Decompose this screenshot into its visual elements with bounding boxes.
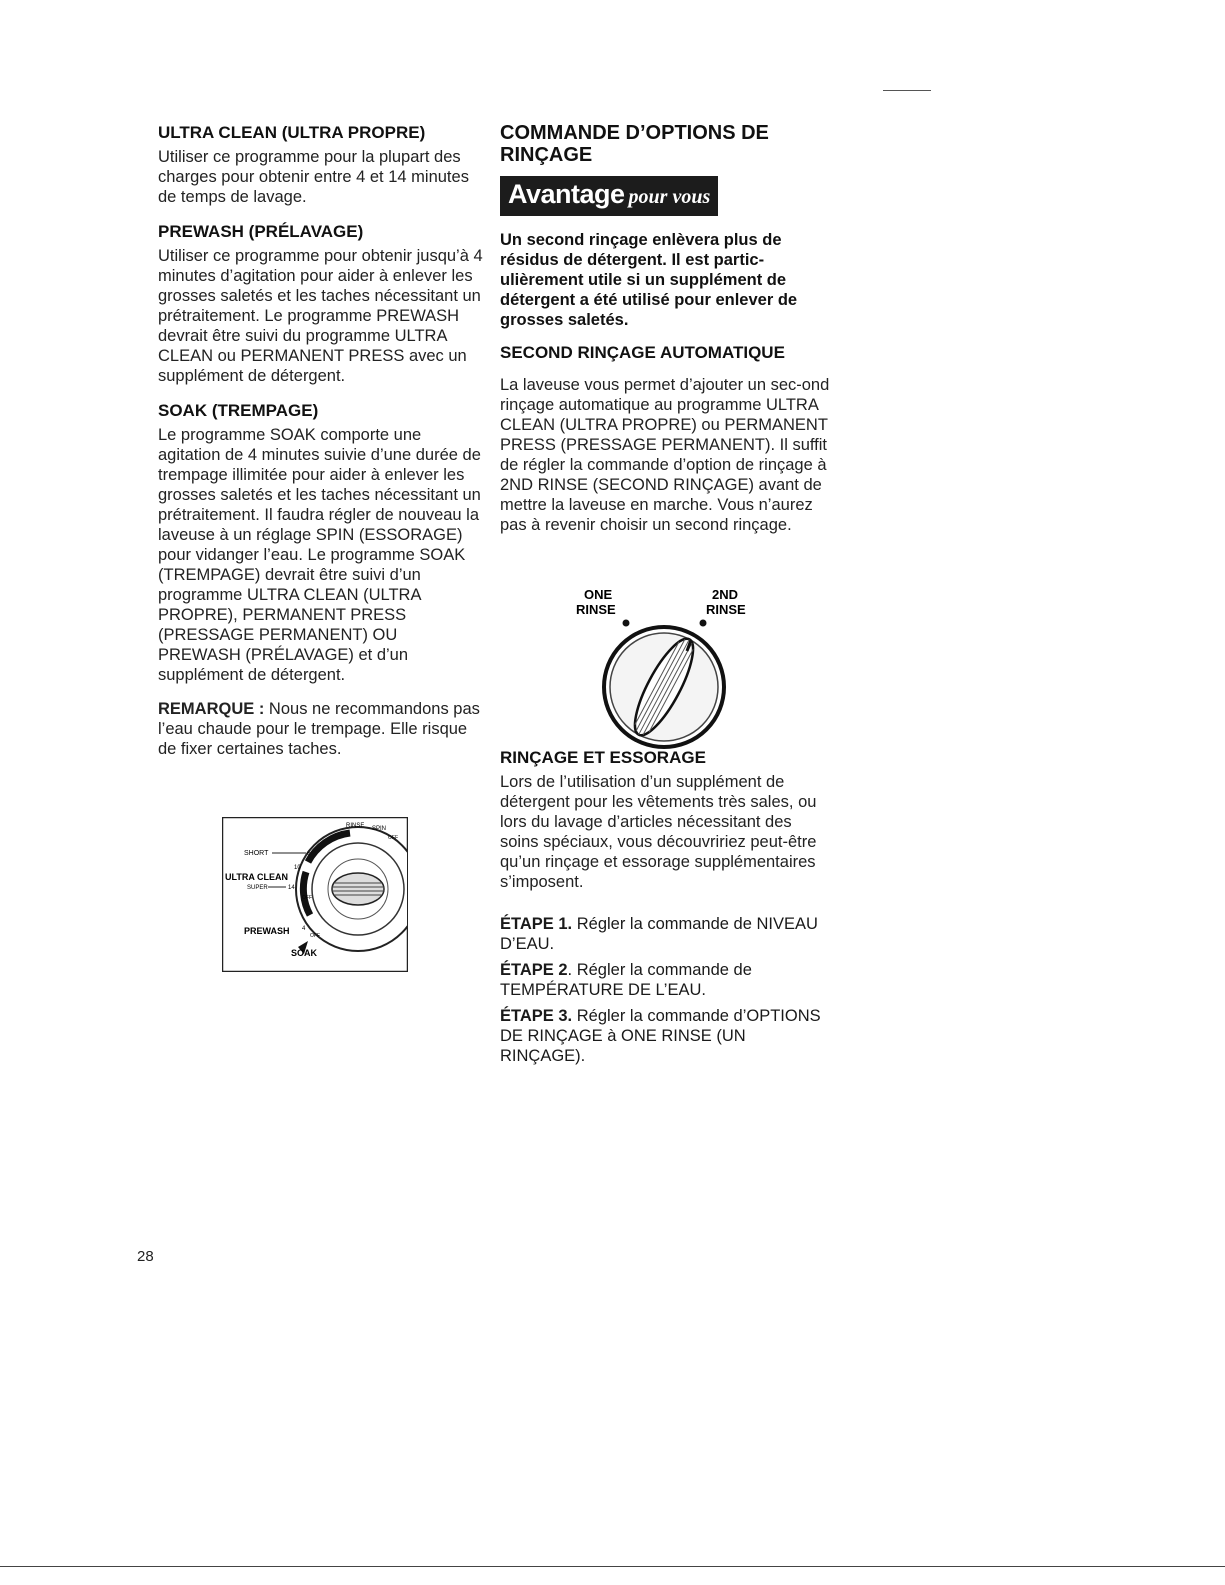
indicator-dot-2nd <box>700 620 707 627</box>
para-ultra-clean: Utiliser ce programme pour la plupart des charges pour obtenir entre 4 et 14 minutes de temps de lavage. <box>158 148 469 206</box>
page-number: 28 <box>137 1248 154 1265</box>
label-short: SHORT <box>244 850 269 857</box>
bottom-rule <box>0 1566 1225 1567</box>
label-6: 6 <box>307 851 311 857</box>
avantage-badge <box>500 176 718 216</box>
heading-ultra-clean: ULTRA CLEAN (ULTRA PROPRE) <box>158 123 426 142</box>
left-column <box>158 122 483 773</box>
label-10: 10 <box>294 865 301 871</box>
section-title <box>500 122 830 166</box>
para-rinse-spin: Lors de l’utilisation d’un supplément de détergent pour les vêtements très sales, ou lors du lavage d’articles nécessitant des soins spéciaux, vous découvririez peut-être qu’un rinçage et essorage supplémentaires s’imposent. <box>500 773 817 891</box>
cycle-dial-figure <box>222 817 408 972</box>
label-rinse-1: RINSE <box>576 602 616 617</box>
bold-intro: Un second rinçage enlèvera plus de résidus de détergent. Il est partic-ulièrement utile si un supplément de détergent a été utilisé pour enlever de grosses saletés. <box>500 231 798 329</box>
label-4: 4 <box>302 926 306 932</box>
title-line-2: RINÇAGE <box>500 144 593 166</box>
label-prewash: PREWASH <box>244 926 290 936</box>
indicator-dot-one <box>623 620 630 627</box>
heading-rinse-spin: RINÇAGE ET ESSORAGE <box>500 748 706 767</box>
label-14: 14 <box>288 885 295 891</box>
label-off-bottom: OFF <box>310 933 320 939</box>
label-rinse: RINSE <box>346 823 365 829</box>
step-3-label: ÉTAPE 3. <box>500 1007 573 1025</box>
note-text: Nous ne recommandons pas l’eau chaude pour le trempage. Elle risque de fixer certaines taches. <box>158 700 480 758</box>
step-3-text: Régler la commande d’OPTIONS DE RINÇAGE à ONE RINSE (UN RINÇAGE). <box>500 1007 821 1065</box>
label-2nd: 2ND <box>712 587 739 602</box>
heading-soak: SOAK (TREMPAGE) <box>158 401 319 420</box>
para-soak: Le programme SOAK comporte une agitation de 4 minutes suivie d’une durée de trempage illimitée pour aider à enlever les grosses saletés et les taches nécessitant un prétraitement. Il faudra régler de nouveau la laveuse à un réglage SPIN (ESSORAGE) pour vidanger l’eau. Le programme SOAK (TREMPAGE) devrait être suivi d’un programme ULTRA CLEAN (ULTRA PROPRE), PERMANENT PRESS (PRESSAGE PERMANENT) OU PREWASH (PRÉLAVAGE) et d’un supplément de détergent. <box>158 426 481 684</box>
note-label: REMARQUE : <box>158 700 265 718</box>
label-soak: SOAK <box>291 948 318 958</box>
label-rinse-2: RINSE <box>706 602 746 617</box>
title-line-1: COMMANDE D’OPTIONS DE <box>500 122 769 144</box>
badge-main: Avantage <box>508 179 625 209</box>
para-second-rinse: La laveuse vous permet d’ajouter un sec-ond rinçage automatique au programme ULTRA CLEAN (ULTRA PROPRE) ou PERMANENT PRESS (PRESSAGE PERMANENT). Il suffit de régler la commande d’option de rinçage à 2ND RINSE (SECOND RINÇAGE) avant de mettre la laveuse en marche. Vous n’aurez pas à revenir choisir un second rinçage. <box>500 376 830 534</box>
label-super: SUPER <box>247 885 268 891</box>
heading-second-rinse: SECOND RINÇAGE AUTOMATIQUE <box>500 343 785 362</box>
step-2 <box>500 960 830 1000</box>
step-3 <box>500 1006 830 1066</box>
para-prewash: Utiliser ce programme pour obtenir jusqu’à 4 minutes d’agitation pour aider à enlever les grosses saletés et les taches nécessitant un prétraitement. Le programme PREWASH devrait être suivi du programme ULTRA CLEAN ou PERMANENT PRESS avec un supplément de détergent. <box>158 247 483 385</box>
step-2-text: . Régler la commande de TEMPÉRATURE DE L’EAU. <box>500 961 752 999</box>
step-1 <box>500 914 830 954</box>
step-1-text: Régler la commande de NIVEAU D’EAU. <box>500 915 818 953</box>
knob-grip <box>332 873 384 905</box>
label-spin: SPIN <box>372 826 387 832</box>
label-one: ONE <box>584 587 613 602</box>
note-paragraph <box>158 699 483 759</box>
heading-prewash: PREWASH (PRÉLAVAGE) <box>158 222 364 241</box>
rinse-dial-figure <box>560 585 780 765</box>
label-ultra-clean: ULTRA CLEAN <box>225 872 288 882</box>
label-off-top: OFF <box>388 835 398 841</box>
step-1-label: ÉTAPE 1. <box>500 915 573 933</box>
label-off-mid: OFF <box>302 895 312 901</box>
top-right-rule <box>883 90 931 91</box>
badge-sub: pour vous <box>628 186 711 208</box>
step-2-label: ÉTAPE 2 <box>500 961 568 979</box>
